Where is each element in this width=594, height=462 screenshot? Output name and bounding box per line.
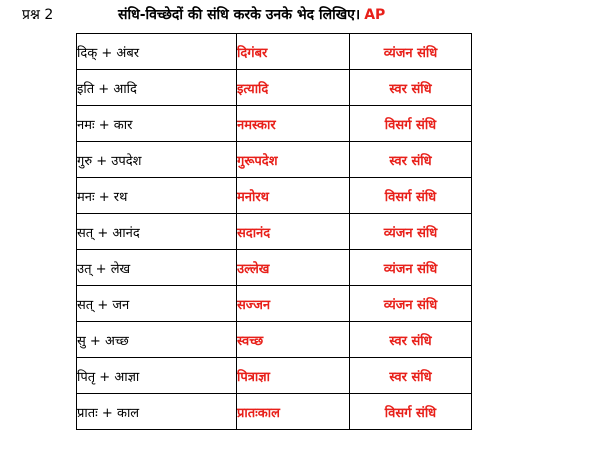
sandhi-type-cell: विसर्ग संधि [350, 106, 472, 142]
split-cell: दिक् + अंबर [77, 34, 237, 70]
sandhi-type-cell: विसर्ग संधि [350, 178, 472, 214]
table-row [77, 250, 472, 286]
joined-cell: पित्राज्ञा [237, 358, 350, 394]
split-cell: पितृ + आज्ञा [77, 358, 237, 394]
joined-cell: उल्लेख [237, 250, 350, 286]
split-cell: नमः + कार [77, 106, 237, 142]
table-row [77, 214, 472, 250]
joined-cell: नमस्कार [237, 106, 350, 142]
sandhi-type-cell: व्यंजन संधि [350, 214, 472, 250]
table-row [77, 34, 472, 70]
split-cell: गुरु + उपदेश [77, 142, 237, 178]
question-number: प्रश्न 2 [22, 7, 54, 23]
joined-cell: मनोरथ [237, 178, 350, 214]
sandhi-type-cell: स्वर संधि [350, 142, 472, 178]
table-row [77, 70, 472, 106]
sandhi-type-cell: व्यंजन संधि [350, 286, 472, 322]
joined-cell: स्वच्छ [237, 322, 350, 358]
question-instruction: संधि-विच्छेदों की संधि करके उनके भेद लिखिए। [118, 7, 361, 23]
split-cell: मनः + रथ [77, 178, 237, 214]
joined-cell: सज्जन [237, 286, 350, 322]
question-text [118, 4, 385, 26]
sandhi-type-cell: व्यंजन संधि [350, 34, 472, 70]
sandhi-type-cell: स्वर संधि [350, 70, 472, 106]
sandhi-answer-table [76, 33, 472, 430]
split-cell: उत् + लेख [77, 250, 237, 286]
split-cell: प्रातः + काल [77, 394, 237, 430]
table-row [77, 142, 472, 178]
split-cell: सत् + आनंद [77, 214, 237, 250]
table-row [77, 178, 472, 214]
joined-cell: दिगंबर [237, 34, 350, 70]
split-cell: सत् + जन [77, 286, 237, 322]
joined-cell: प्रातःकाल [237, 394, 350, 430]
table-row [77, 106, 472, 142]
table-row [77, 286, 472, 322]
question-tag: AP [364, 7, 386, 23]
sandhi-type-cell: स्वर संधि [350, 322, 472, 358]
joined-cell: इत्यादि [237, 70, 350, 106]
split-cell: सु + अच्छ [77, 322, 237, 358]
table-row [77, 322, 472, 358]
table-row [77, 394, 472, 430]
question-header [22, 4, 582, 26]
sandhi-type-cell: विसर्ग संधि [350, 394, 472, 430]
joined-cell: सदानंद [237, 214, 350, 250]
table-row [77, 358, 472, 394]
split-cell: इति + आदि [77, 70, 237, 106]
sandhi-type-cell: व्यंजन संधि [350, 250, 472, 286]
joined-cell: गुरूपदेश [237, 142, 350, 178]
sandhi-type-cell: स्वर संधि [350, 358, 472, 394]
